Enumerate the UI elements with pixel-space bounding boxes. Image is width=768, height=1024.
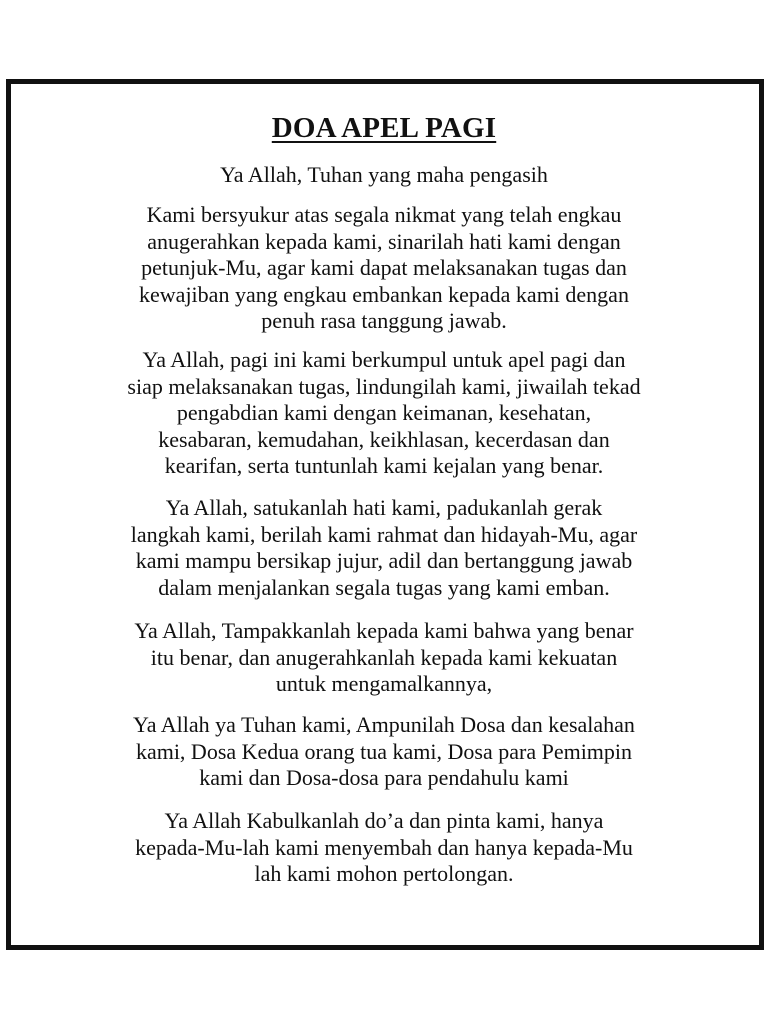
paragraph-line: kesabaran, kemudahan, keikhlasan, kecerdasan dan (158, 426, 610, 452)
paragraph-3 (18, 495, 750, 601)
paragraph-1 (18, 202, 750, 335)
paragraph-line: Ya Allah, pagi ini kami berkumpul untuk apel pagi dan (142, 347, 626, 372)
paragraph-line: kami mampu bersikap jujur, adil dan bertanggung jawab (135, 548, 633, 573)
paragraph-4 (18, 618, 750, 698)
paragraph-6 (18, 808, 750, 888)
paragraph-line: Ya Allah ya Tuhan kami, Ampunilah Dosa dan kesalahan (133, 712, 635, 737)
document-title (0, 112, 768, 145)
document-subtitle: Ya Allah, Tuhan yang maha pengasih (220, 162, 548, 187)
paragraph-line: Ya Allah Kabulkanlah do’a dan pinta kami, hanya (164, 808, 604, 833)
title-text: DOA APEL PAGI (271, 112, 497, 144)
paragraph-line: siap melaksanakan tugas, lindungilah kami, jiwailah tekad (127, 373, 641, 399)
paragraph-line: lah kami mohon pertolongan. (254, 861, 514, 886)
paragraph-line: kepada-Mu-lah kami menyembah dan hanya kepada-Mu (135, 834, 633, 860)
paragraph-line: Kami bersyukur atas segala nikmat yang telah engkau (146, 202, 622, 227)
paragraph-line: kami dan Dosa-dosa para pendahulu kami (199, 765, 569, 790)
paragraph-5 (18, 712, 750, 792)
paragraph-line: pengabdian kami dengan keimanan, kesehatan, (176, 400, 592, 425)
paragraph-2 (18, 347, 750, 480)
paragraph-line: penuh rasa tanggung jawab. (261, 308, 507, 333)
paragraph-line: kearifan, serta tuntunlah kami kejalan yang benar. (164, 453, 604, 478)
paragraph-line: Ya Allah, satukanlah hati kami, padukanlah gerak (165, 495, 603, 520)
paragraph-line: anugerahkan kepada kami, sinarilah hati kami dengan (147, 228, 621, 254)
paragraph-line: itu benar, dan anugerahkanlah kepada kami kekuatan (150, 644, 618, 670)
paragraph-line: petunjuk-Mu, agar kami dapat melaksanakan tugas dan (141, 255, 627, 280)
paragraph-line: kewajiban yang engkau embankan kepada kami dengan (139, 281, 629, 307)
paragraph-line: Ya Allah, Tampakkanlah kepada kami bahwa yang benar (134, 618, 634, 643)
paragraph-line: langkah kami, berilah kami rahmat dan hidayah-Mu, agar (130, 521, 638, 547)
paragraph-line: dalam menjalankan segala tugas yang kami emban. (158, 574, 610, 600)
paragraph-line: untuk mengamalkannya, (275, 671, 493, 696)
paragraph-line: kami, Dosa Kedua orang tua kami, Dosa para Pemimpin (135, 738, 633, 764)
